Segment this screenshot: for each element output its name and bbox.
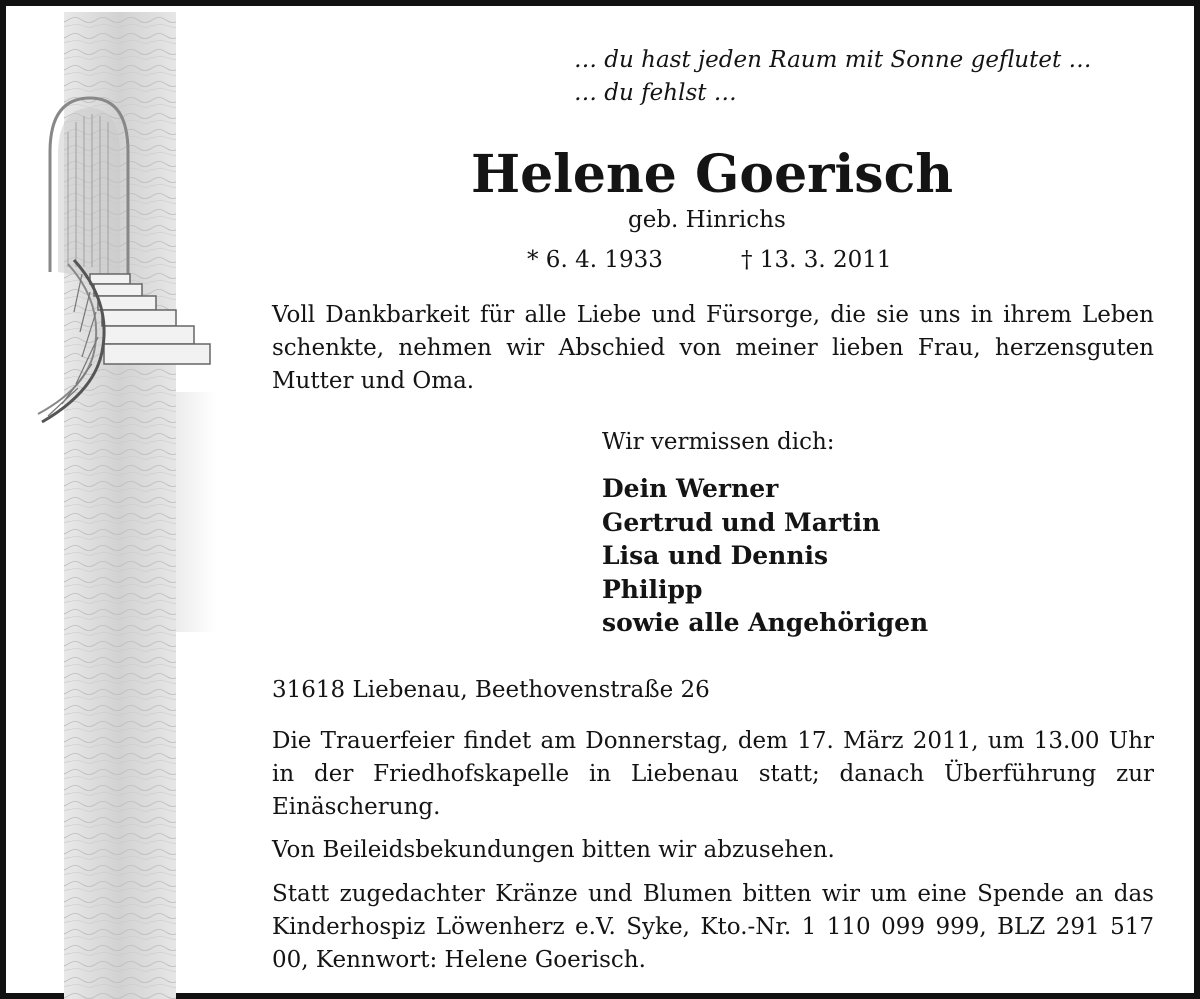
motto-line-1: … du hast jeden Raum mit Sonne geflutet … <box>574 47 1092 73</box>
motto-line-2: … du fehlst … <box>574 80 737 106</box>
mourners-intro: Wir vermissen dich: <box>602 429 835 455</box>
mourner-name: Philipp <box>602 574 703 604</box>
intro-paragraph: Voll Dankbarkeit für alle Liebe und Fürsorge, die sie uns in ihrem Leben schenkte, nehmen wir Abschied von meiner lieben Frau, herzensguten Mutter und Oma. <box>272 302 1154 394</box>
death-date: † 13. 3. 2011 <box>741 247 892 273</box>
deceased-name: Helene Goerisch <box>470 144 954 205</box>
condolences-paragraph: Von Beileidsbekundungen bitten wir abzusehen. <box>272 837 835 863</box>
maiden-name: geb. Hinrichs <box>628 207 786 233</box>
mourner-name: Dein Werner <box>602 474 779 503</box>
service-paragraph: Die Trauerfeier findet am Donnerstag, dem 17. März 2011, um 13.00 Uhr in der Friedhofskapelle in Liebenau statt; danach Überführung zur Einäscherung. <box>272 728 1154 820</box>
mourners-list <box>602 472 928 640</box>
mourner-name: Gertrud und Martin <box>602 507 881 537</box>
mourner-name: sowie alle Angehörigen <box>602 608 929 637</box>
motto <box>574 44 1092 110</box>
address: 31618 Liebenau, Beethovenstraße 26 <box>272 677 710 703</box>
donation-paragraph: Statt zugedachter Kränze und Blumen bitten wir um eine Spende an das Kinderhospiz Löwenherz e.V. Syke, Kto.-Nr. 1 110 099 999, BLZ 291 517 00, Kennwort: Helene Goerisch. <box>272 881 1154 973</box>
mourner-name: Lisa und Dennis <box>602 541 829 570</box>
birth-date: * 6. 4. 1933 <box>527 247 663 273</box>
